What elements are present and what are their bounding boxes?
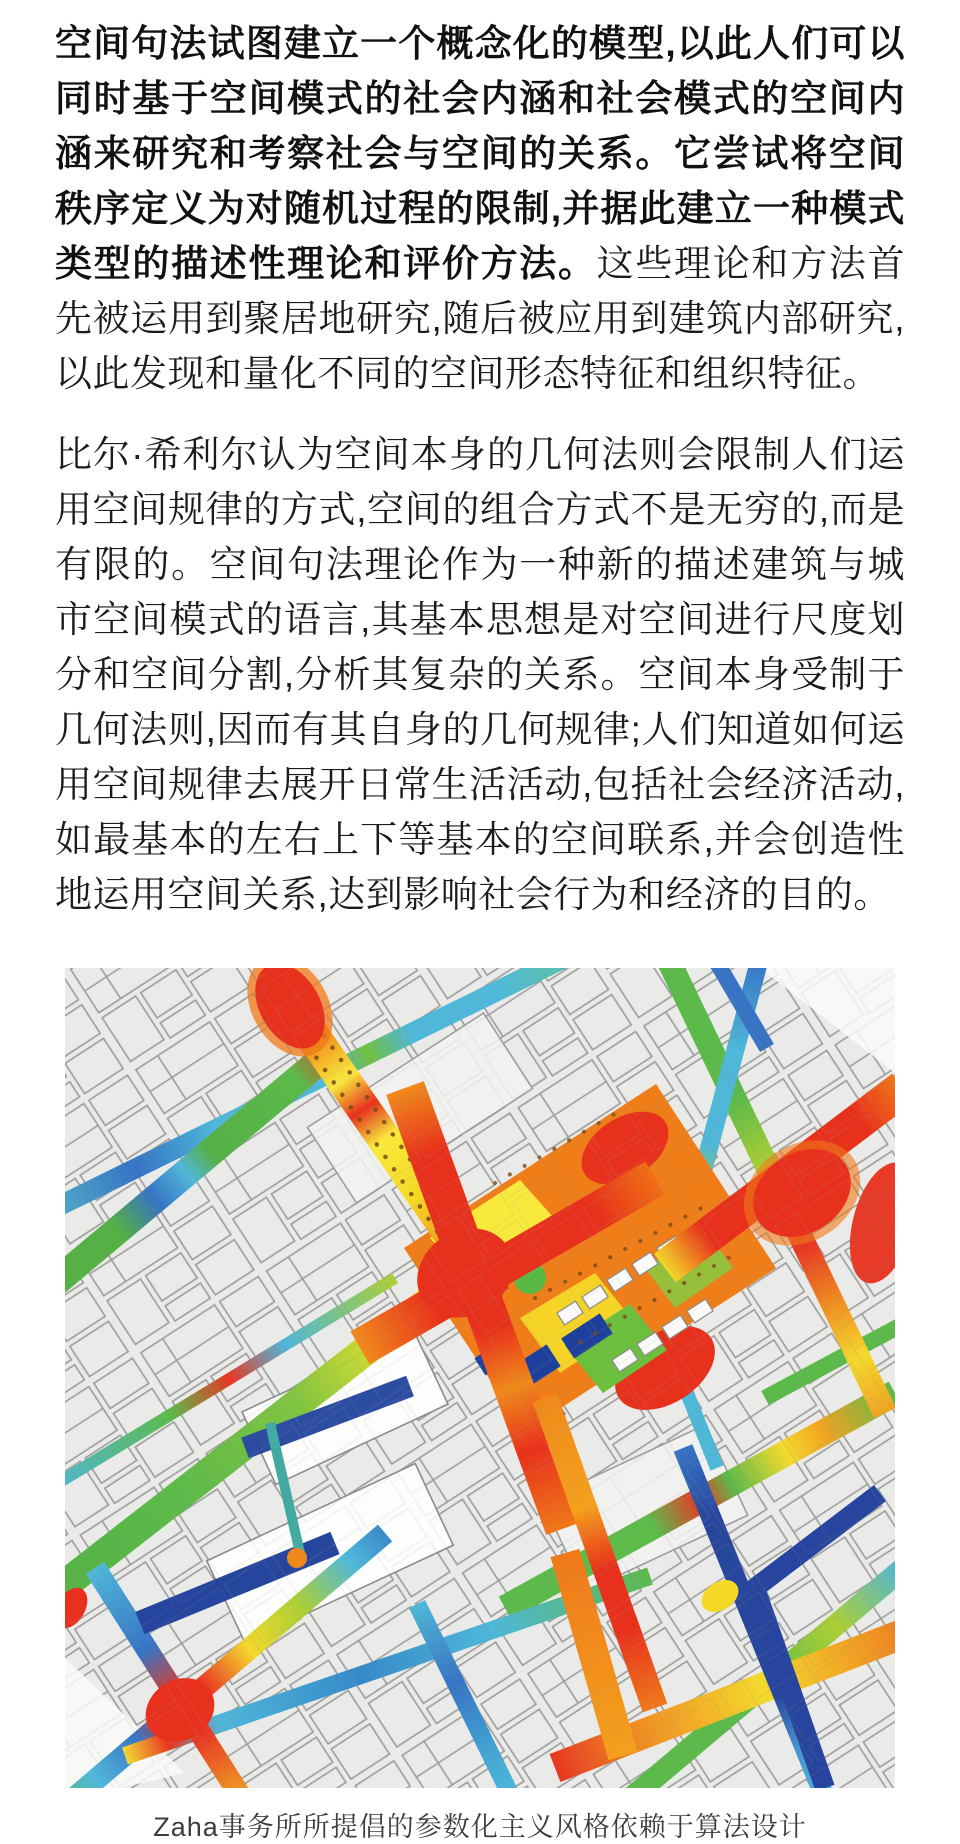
paragraph-lead-regular-run: 这些理论和方法首先被运用到聚居地研究,随后被应用到建筑内部研究,以此发现和量化不同的空间形态特征和组织特征。 bbox=[55, 243, 906, 394]
paragraph-lead bbox=[55, 16, 905, 401]
map-fabric-overlay bbox=[65, 968, 895, 1788]
space-syntax-heatmap-image[interactable] bbox=[65, 968, 895, 1788]
paragraph-body: 比尔·希利尔认为空间本身的几何法则会限制人们运用空间规律的方式,空间的组合方式不是无穷的,而是有限的。空间句法理论作为一种新的描述建筑与城市空间模式的语言,其基本思想是对空间进行尺度划分和空间分割,分析其复杂的关系。空间本身受制于几何法则,因而有其自身的几何规律;人们知道如何运用空间规律去展开日常生活活动,包括社会经济活动,如最基本的左右上下等基本的空间联系,并会创造性地运用空间关系,达到影响社会行为和经济的目的。 bbox=[55, 434, 905, 915]
paragraph-lead-bold-run: 空间句法试图建立一个概念化的模型,以此人们可以同时基于空间模式的社会内涵和社会模式的空间内涵来研究和考察社会与空间的关系。它尝试将空间秩序定义为对随机过程的限制,并据此建立一种模式类型的描述性理论和评价方法。 bbox=[55, 23, 905, 284]
heatmap-svg bbox=[65, 968, 895, 1788]
figure-space-syntax bbox=[55, 968, 905, 1844]
figure-caption: Zaha事务所所提倡的参数化主义风格依赖于算法设计 bbox=[153, 1812, 807, 1842]
